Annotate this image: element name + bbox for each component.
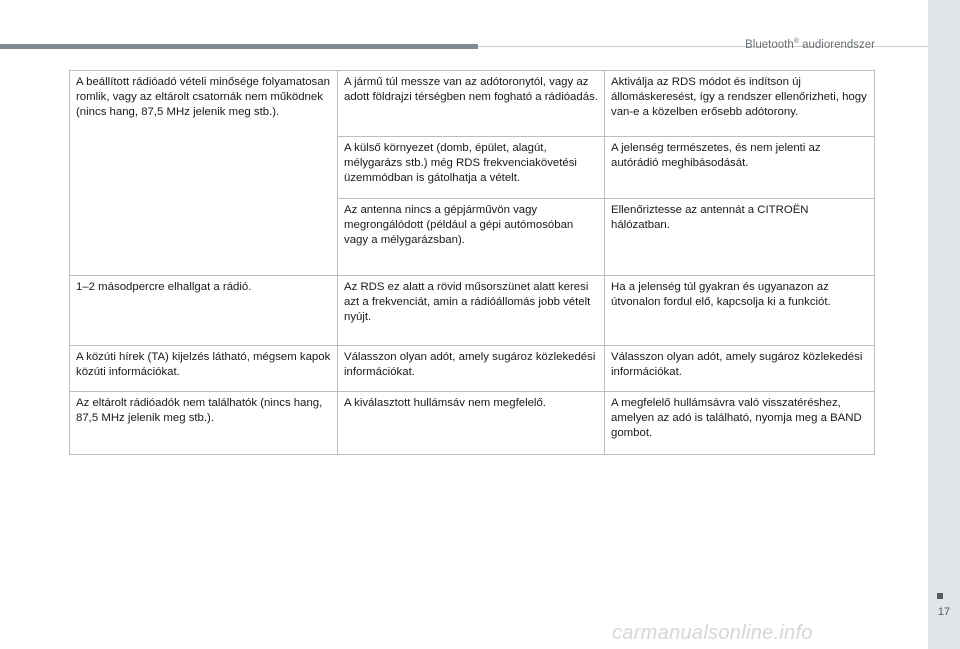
cause-cell: A jármű túl messze van az adótoronytól, vagy az adott földrajzi térségben nem fogható a rádióadás. xyxy=(338,71,605,137)
watermark: carmanualsonline.info xyxy=(612,622,813,644)
problem-cell: A beállított rádióadó vételi minősége folyamatosan romlik, vagy az eltárolt csatornák nem működnek (nincs hang, 87,5 MHz jelenik meg stb.). xyxy=(70,71,338,276)
table-row xyxy=(70,346,875,392)
header-rule-dark xyxy=(0,44,478,49)
table-row xyxy=(70,392,875,455)
cause-cell: Az RDS ez alatt a rövid műsorszünet alatt keresi azt a frekvenciát, amin a rádióállomás jobb vételt nyújt. xyxy=(338,276,605,346)
page-marker xyxy=(937,593,943,599)
cause-cell: A külső környezet (domb, épület, alagút, mélygarázs stb.) még RDS frekvenciakövetési üzemmódban is gátolhatja a vételt. xyxy=(338,137,605,199)
problem-cell: 1–2 másodpercre elhallgat a rádió. xyxy=(70,276,338,346)
solution-cell: Aktiválja az RDS módot és indítson új állomáskeresést, így a rendszer ellenőrizheti, hogy van-e a közelben erősebb adótorony. xyxy=(605,71,875,137)
table-row xyxy=(70,71,875,137)
solution-cell: A jelenség természetes, és nem jelenti az autórádió meghibásodását. xyxy=(605,137,875,199)
solution-cell: Ellenőriztesse az antennát a CITROËN hálózatban. xyxy=(605,199,875,276)
page-side-band xyxy=(928,0,960,649)
solution-cell: Válasszon olyan adót, amely sugároz közlekedési információkat. xyxy=(605,346,875,392)
troubleshooting-table xyxy=(69,70,875,455)
problem-cell: A közúti hírek (TA) kijelzés látható, mégsem kapok közúti információkat. xyxy=(70,346,338,392)
cause-cell: Válasszon olyan adót, amely sugároz közlekedési információkat. xyxy=(338,346,605,392)
cause-cell: A kiválasztott hullámsáv nem megfelelő. xyxy=(338,392,605,455)
table-row xyxy=(70,276,875,346)
solution-cell: Ha a jelenség túl gyakran és ugyanazon az útvonalon fordul elő, kapcsolja ki a funkciót. xyxy=(605,276,875,346)
page-number: 17 xyxy=(937,606,951,618)
section-title: Bluetooth® audiorendszer xyxy=(745,38,875,51)
solution-cell: A megfelelő hullámsávra való visszatéréshez, amelyen az adó is található, nyomja meg a BAND gombot. xyxy=(605,392,875,455)
problem-cell: Az eltárolt rádióadók nem találhatók (nincs hang, 87,5 MHz jelenik meg stb.). xyxy=(70,392,338,455)
cause-cell: Az antenna nincs a gépjárművön vagy megrongálódott (például a gépi autómosóban vagy a mélygarázsban). xyxy=(338,199,605,276)
